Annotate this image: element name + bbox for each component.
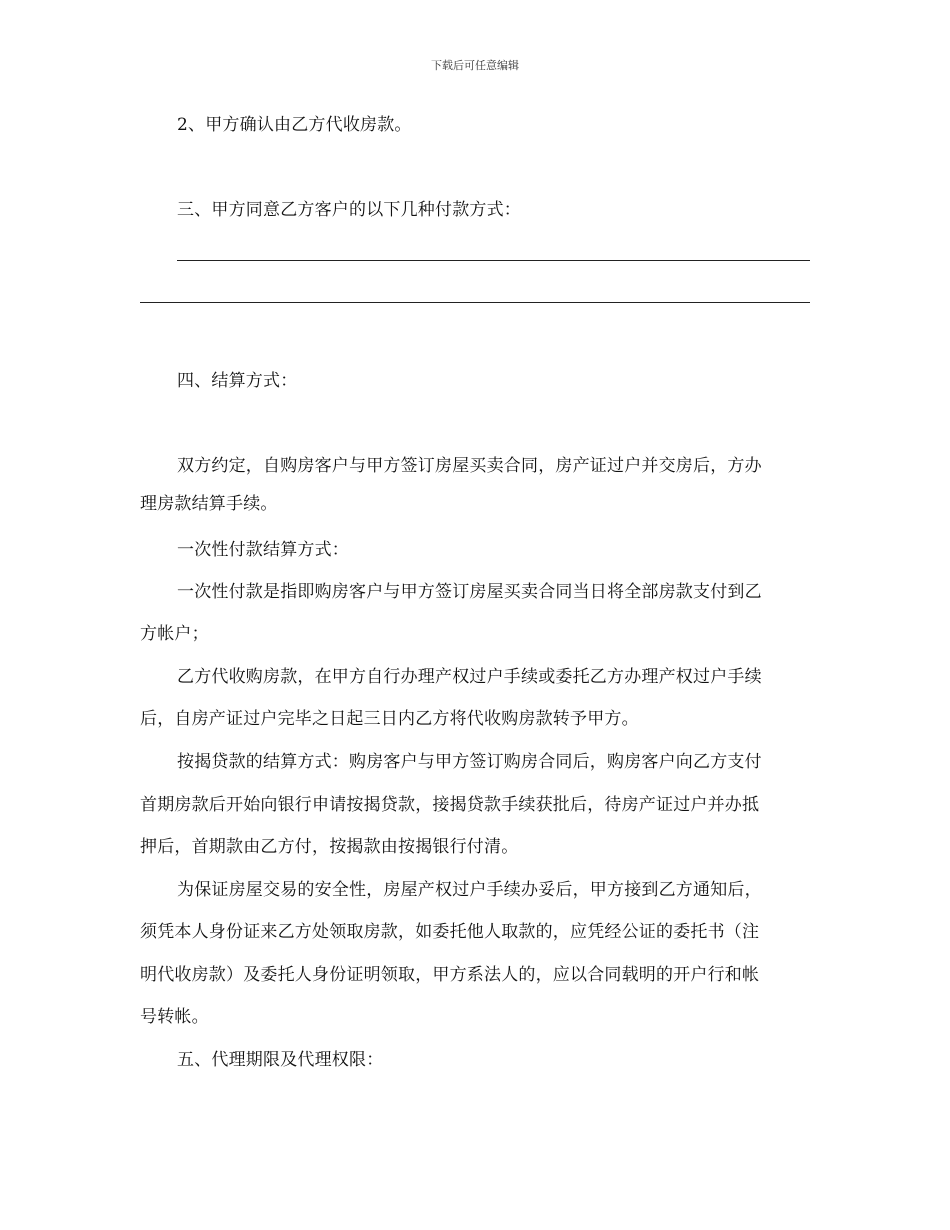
paragraph-line: 押后，首期款由乙方付，按揭款由按揭银行付清。 [140, 837, 519, 857]
section-3-heading: 三、甲方同意乙方客户的以下几种付款方式： [177, 200, 521, 220]
paragraph-line: 一次性付款是指即购房客户与甲方签订房屋买卖合同当日将全部房款支付到乙 [177, 582, 762, 602]
paragraph-line: 方帐户； [140, 624, 209, 644]
page-header: 下载后可任意编辑 [431, 59, 519, 72]
paragraph-line: 双方约定，自购房客户与甲方签订房屋买卖合同，房产证过户并交房后，方办 [177, 456, 762, 476]
section-5-heading: 五、代理期限及代理权限： [177, 1050, 384, 1070]
blank-fill-line-2 [140, 302, 810, 303]
blank-fill-line-1 [177, 260, 810, 261]
paragraph-line: 按揭贷款的结算方式：购房客户与甲方签订购房合同后，购房客户向乙方支付 [177, 752, 762, 772]
paragraph-line: 乙方代收购房款，在甲方自行办理产权过户手续或委托乙方办理产权过户手续 [177, 667, 762, 687]
paragraph-line: 须凭本人身份证来乙方处领取房款，如委托他人取款的，应凭经公证的委托书（注 [140, 922, 760, 942]
paragraph-line: 一次性付款结算方式： [177, 540, 349, 560]
item-2-text: 2、甲方确认由乙方代收房款。 [177, 115, 412, 135]
section-4-heading: 四、结算方式： [177, 371, 298, 391]
paragraph-line: 后，自房产证过户完毕之日起三日内乙方将代收购房款转予甲方。 [140, 709, 639, 729]
paragraph-line: 为保证房屋交易的安全性，房屋产权过户手续办妥后，甲方接到乙方通知后， [177, 880, 762, 900]
paragraph-line: 首期房款后开始向银行申请按揭贷款，接揭贷款手续获批后，待房产证过户并办抵 [140, 795, 760, 815]
paragraph-line: 明代收房款）及委托人身份证明领取，甲方系法人的，应以合同载明的开户行和帐 [140, 965, 760, 985]
paragraph-line: 理房款结算手续。 [140, 494, 278, 514]
paragraph-line: 号转帐。 [140, 1007, 209, 1027]
